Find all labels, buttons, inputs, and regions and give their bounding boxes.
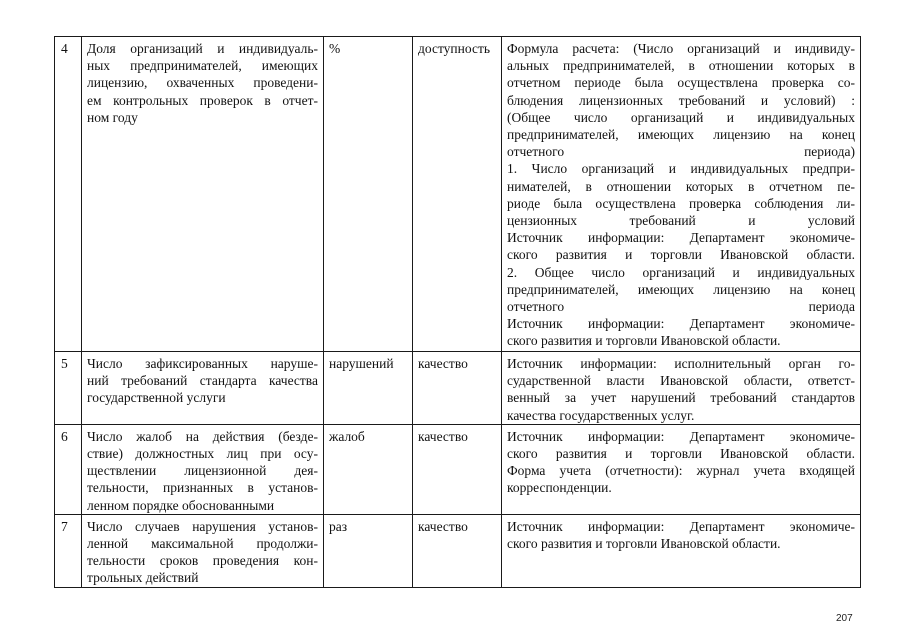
text-line: отчетного периода <box>507 299 855 315</box>
text-line: предпринимателей, имеющих лицензию на конец <box>507 281 855 297</box>
text-line: Источник информации: Департамент экономиче- <box>507 316 855 332</box>
table-row <box>55 514 861 587</box>
text-line: цензионных требований и условий <box>507 213 855 229</box>
text-line: Доля организаций и индивидуаль- <box>87 41 318 56</box>
row-number: 5 <box>55 352 82 425</box>
text-line: государственной услуги <box>87 390 226 406</box>
text-line: 1. Число организаций и индивидуальных предпри- <box>507 161 855 177</box>
text-line: тельности сроков проведения кон- <box>87 553 318 569</box>
calculation-description <box>502 424 861 514</box>
text-line: ского развития и торговли Ивановской области. <box>507 333 781 349</box>
text-line: Источник информации: Департамент экономиче- <box>507 518 855 534</box>
text-line: 2. Общее число организаций и индивидуальных <box>507 264 855 280</box>
calculation-description <box>502 352 861 425</box>
text-line: альных предпринимателей, в отношении которых в <box>507 58 855 74</box>
text-line: отчетном периоде была осуществлена проверка со- <box>507 75 855 91</box>
indicator-type: качество <box>413 424 502 514</box>
page-number: 207 <box>836 613 853 624</box>
text-line: ний требований стандарта качества <box>87 373 318 389</box>
unit-of-measure: жалоб <box>324 424 413 514</box>
table-row <box>55 424 861 514</box>
text-line: ленной максимальной продолжи- <box>87 536 318 552</box>
text-line: ных предпринимателей, имеющих <box>87 58 318 74</box>
calculation-description <box>502 514 861 587</box>
table-row <box>55 37 861 352</box>
text-line: Форма учета (отчетности): журнал учета входящей <box>507 463 855 479</box>
text-line: риоде была осуществлена проверка соблюдения ли- <box>507 195 855 211</box>
text-line: качества государственных услуг. <box>507 407 695 423</box>
row-number: 6 <box>55 424 82 514</box>
text-line: Источник информации: исполнительный орган го- <box>507 356 855 371</box>
indicator-name <box>82 424 324 514</box>
text-line: Число случаев нарушения установ- <box>87 518 318 534</box>
text-line: сударственной власти Ивановской области, ответст- <box>507 373 855 389</box>
indicator-name <box>82 37 324 352</box>
text-line: Число зафиксированных наруше- <box>87 356 318 371</box>
indicator-name <box>82 352 324 425</box>
indicator-type: качество <box>413 352 502 425</box>
text-line: ленном порядке обоснованными <box>87 497 275 513</box>
text-line: Источник информации: Департамент экономиче- <box>507 428 855 444</box>
text-line: венный за учет нарушений требований стандартов <box>507 390 855 406</box>
row-number: 7 <box>55 514 82 587</box>
text-line: ществлении лицензионной дея- <box>87 463 318 479</box>
unit-of-measure: нарушений <box>324 352 413 425</box>
indicator-type: доступность <box>413 37 502 352</box>
text-line: отчетного периода) <box>507 144 855 160</box>
text-line: тельности, признанных в установ- <box>87 480 318 496</box>
text-line: корреспонденции. <box>507 480 612 496</box>
text-line: ствие) должностных лиц при осу- <box>87 446 318 462</box>
text-line: блюдения лицензионных требований и условий) : <box>507 92 855 108</box>
text-line: ского развития и торговли Ивановской области. <box>507 536 781 552</box>
indicator-type: качество <box>413 514 502 587</box>
text-line: ского развития и торговли Ивановской области. <box>507 247 855 263</box>
text-line: лицензию, охваченных проведени- <box>87 75 318 91</box>
unit-of-measure: % <box>324 37 413 352</box>
text-line: ского развития и торговли Ивановской области. <box>507 446 855 462</box>
text-line: ем контрольных проверок в отчет- <box>87 92 318 108</box>
calculation-description <box>502 37 861 352</box>
unit-of-measure: раз <box>324 514 413 587</box>
text-line: Формула расчета: (Число организаций и индивиду- <box>507 41 855 56</box>
text-line: нимателей, в отношении которых в отчетном пе- <box>507 178 855 194</box>
table-row <box>55 352 861 425</box>
indicator-table <box>54 36 861 588</box>
indicator-name <box>82 514 324 587</box>
text-line: Число жалоб на действия (безде- <box>87 428 318 444</box>
text-line: Источник информации: Департамент экономиче- <box>507 230 855 246</box>
row-number: 4 <box>55 37 82 352</box>
text-line: (Общее число организаций и индивидуальных <box>507 109 855 125</box>
text-line: ном году <box>87 109 138 125</box>
text-line: предпринимателей, имеющих лицензию на конец <box>507 127 855 143</box>
text-line: трольных действий <box>87 570 199 586</box>
